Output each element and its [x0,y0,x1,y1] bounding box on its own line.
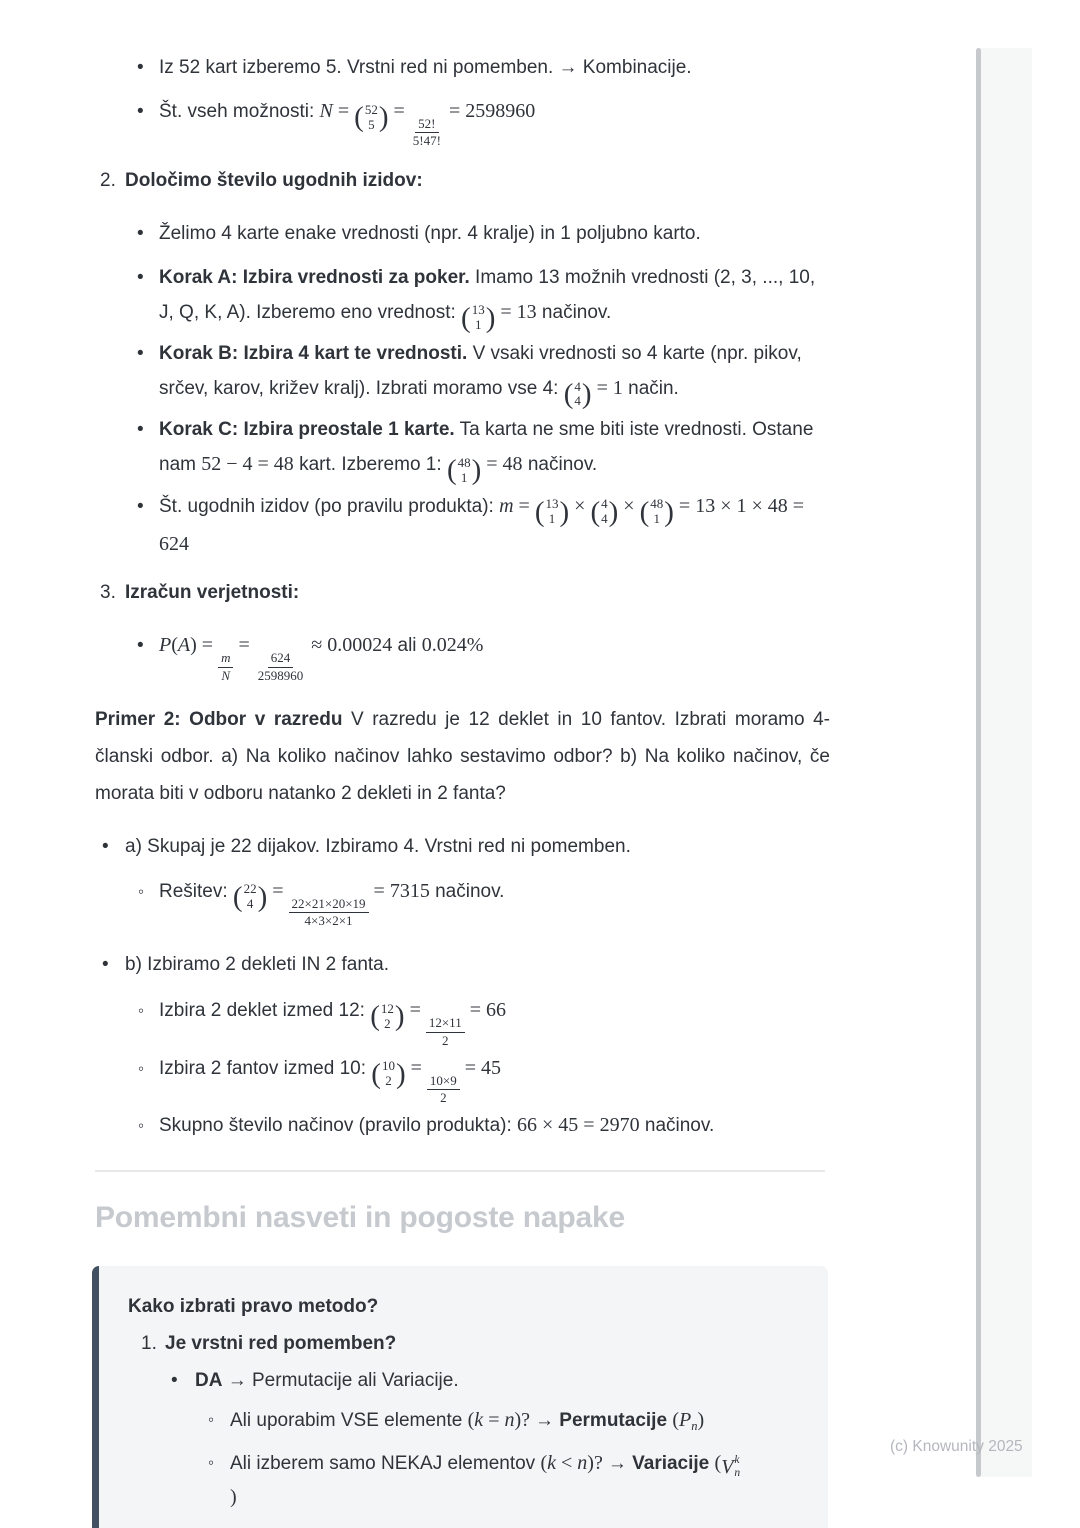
number-marker: 3. [100,582,116,604]
document-content [95,50,830,1528]
circle-marker: ◦ [138,1116,145,1136]
li-primer2-a [95,829,830,864]
section-ugodni-izidi-text: Določimo število ugodnih izidov: [125,169,423,191]
li-izbira-fantov-text: Izbira 2 fantov izmed 10: ( 10 2 ) = $\frac{10\times 9}{2}$ = 45 [159,1056,502,1105]
section-izracun-text: Izračun verjetnosti: [125,582,300,604]
paragraph-primer2: Primer 2: Odbor v razredu V razredu je 12 deklet in 10 fantov. Izbrati moramo 4-članski odbor. a) Na koliko načinov lahko sestavimo odbor? b) Na koliko načinov, če morata biti v odboru natanko 2 dekleti in 2 fanta? [95,708,830,804]
bullet-marker: • [102,835,109,857]
li-st-ugodnih-text: Št. ugodnih izidov (po pravilu produkta): m = ( 13 1 ) × ( 4 4 ) × ( 48 1 ) = 13 × 1 × 48 = 624 [159,494,805,556]
section-divider [95,1170,825,1172]
li-verjetnost-text: P(A) = $\frac{m}{N}$ = $\frac{624}{2598960}$ ≈ 0.00024 ali 0.024% [159,634,484,683]
li-primer2-b [95,947,830,982]
li-primer2-a-text: a) Skupaj je 22 dijakov. Izbiramo 4. Vrstni red ni pomemben. [125,835,631,857]
callout-da [128,1366,804,1396]
li-korak-a [95,260,830,333]
li-zelimo-text: Želimo 4 karte enake vrednosti (npr. 4 kralje) in 1 poljubno karto. [159,222,701,244]
callout-variacije [128,1448,804,1513]
li-izbira-fantov [95,1051,830,1107]
section-izracun [95,575,830,610]
bullet-marker: • [137,57,144,78]
callout-da-text: DA → Permutacije ali Variacije. [195,1370,459,1392]
li-st-vseh-moznosti-text: Št. vseh možnosti: N = ( 52 5 ) = $\frac{52!}{5!47!}$ = 2598960 [159,100,536,149]
li-st-ugodnih [95,489,830,562]
bullet-marker: • [137,419,144,441]
li-resitev-text: Rešitev: ( 22 4 ) = $\frac{22\times 21\times 20\times 19}{4\times 3\times 2\times 1}$ = 7315 načinov. [159,879,505,928]
bullet-marker: • [137,495,144,517]
bullet-marker: • [137,266,144,288]
circle-marker: ◦ [138,1058,145,1078]
li-korak-a-text: Korak A: Izbira vrednosti za poker. Imamo 13 možnih vrednosti (2, 3, ..., 10, J, Q, K, A). Izberemo eno vrednost: ( 13 1 ) = 13 načinov. [159,266,816,334]
callout-question-order [128,1329,804,1359]
circle-marker: ◦ [138,1001,145,1021]
li-skupno-text: Skupno število načinov (pravilo produkta): 66 × 45 = 2970 načinov. [159,1114,715,1137]
li-kombinacije [95,50,830,85]
callout-variacije-text: Ali izberem samo NEKAJ elementov (k < n)? → Variacije ( V k n ) [230,1452,741,1509]
number-marker: 2. [100,169,116,191]
li-izbira-deklet-text: Izbira 2 deklet izmed 12: ( 12 2 ) = $\frac{12\times 11}{2}$ = 66 [159,999,506,1048]
scrollbar-track[interactable] [976,48,1032,1477]
bullet-marker: • [171,1370,178,1392]
bullet-marker: • [137,101,144,122]
li-zelimo [95,216,830,251]
section-heading: Pomembni nasveti in pogoste napake [95,1201,625,1235]
callout-title: Kako izbrati pravo metodo? [128,1296,379,1318]
li-izbira-deklet [95,993,830,1049]
li-korak-b [95,336,830,409]
callout-box [92,1266,828,1528]
circle-marker: ◦ [138,881,145,901]
li-korak-c [95,412,830,485]
bullet-marker: • [137,222,144,244]
bullet-marker: • [137,635,144,657]
li-korak-c-text: Korak C: Izbira preostale 1 karte. Ta karta ne sme biti iste vrednosti. Ostane nam 52 − 4 = 48 kart. Izberemo 1: ( 48 1 ) = 48 načinov. [159,419,814,487]
scrollbar-thumb[interactable] [976,48,981,1477]
circle-marker: ◦ [208,1410,215,1430]
bullet-marker: • [102,954,109,976]
callout-permutacije-text: Ali uporabim VSE elemente (k = n)? → Permutacije $(P_n)$ [230,1409,705,1434]
li-st-vseh-moznosti [95,94,830,150]
watermark: (c) Knowunity 2025 [890,1438,1023,1455]
li-skupno [95,1108,830,1143]
number-marker: 1. [141,1333,157,1355]
li-verjetnost [95,628,830,684]
callout-permutacije [128,1405,804,1437]
li-resitev [95,874,830,930]
li-primer2-b-text: b) Izbiramo 2 dekleti IN 2 fanta. [125,954,390,976]
section-ugodni-izidi [95,163,830,198]
callout-question-order-text: Je vrstni red pomemben? [165,1333,397,1355]
li-korak-b-text: Korak B: Izbira 4 kart te vrednosti. V vsaki vrednosti so 4 karte (npr. pikov, srčev, karov, križev kralj). Izbrati moramo vse 4: ( 4 4 ) = 1 način. [159,342,802,410]
circle-marker: ◦ [208,1453,215,1473]
bullet-marker: • [137,342,144,364]
li-kombinacije-text: Iz 52 kart izberemo 5. Vrstni red ni pomemben. → Kombinacije. [159,57,692,78]
